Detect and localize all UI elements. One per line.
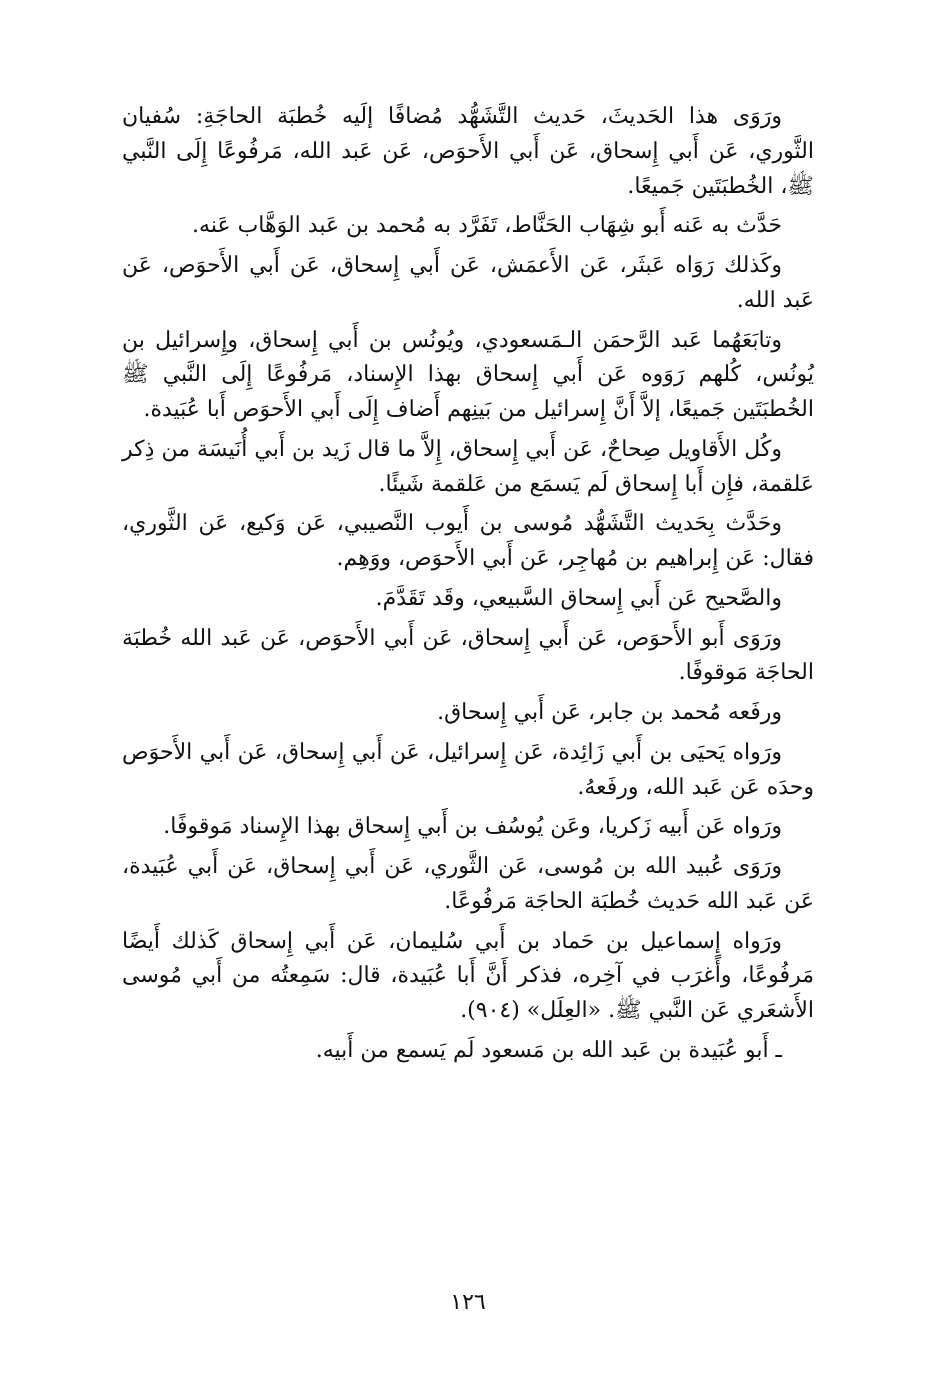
paragraph-8: ورَوَى أَبو الأَحوَص، عَن أَبي إِسحاق، عَن أَبي الأَحوَص، عَن عَبد الله خُطبَة الحاجَة مَوقوفًا.: [122, 625, 814, 686]
paragraph-4: وتابَعَهُما عَبد الرَّحمَن الـمَسعودي، ويُونُس بن أَبي إِسحاق، وإِسرائيل بن يُونُس، كُلهم رَوَوه عَن أَبي إِسحاق بهذا الإِسناد، مَرفُوعًا إِلَى النَّبي ﷺ الخُطبَتَين جَميعًا، إلاَّ أَنَّ إِسرائيل من بَينِهم أَضاف إِلَى أَبي الأَحوَص أَبا عُبَيدة.: [122, 327, 814, 422]
paragraph-12: ورَوَى عُبيد الله بن مُوسى، عَن الثَّوري، عَن أَبي إِسحاق، عَن أَبي عُبَيدة، عَن عَبد الله حَديث خُطبَة الحاجَة مَرفُوعًا.: [122, 854, 814, 914]
paragraph-1: ورَوَى هذا الحَديثَ، حَديث التَّشَهُّد مُضافًا إلَيه خُطبَة الحاجَةِ: سُفيان الثَّوري، عَن أَبي إِسحاق، عَن أَبي الأَحوَص، عَن عَبد الله، مَرفُوعًا إِلَى النَّبي ﷺ، الخُطبَتَين جَميعًا.: [122, 104, 814, 199]
paragraph-6: وحَدَّث بِحَديث التَّشَهُّد مُوسى بن أَيوب النَّصيبي، عَن وَكيع، عَن الثَّوري، فقال: عَن إِبراهيم بن مُهاجِر، عَن أَبي الأَحوَص، ووَهِم.: [122, 511, 814, 571]
footnote: ـ أَبو عُبَيدة بن عَبد الله بن مَسعود لَم يَسمع من أَبيه.: [315, 1037, 782, 1063]
paragraph-7: والصَّحيح عَن أَبي إِسحاق السَّبيعي، وقَد تَقَدَّمَ.: [375, 585, 782, 611]
paragraph-2: حَدَّث به عَنه أَبو شِهَاب الحَنَّاط، تَفَرَّد به مُحمد بن عَبد الوَهَّاب عَنه.: [192, 213, 782, 239]
paragraph-13: ورَواه إِسماعيل بن حَماد بن أَبي سُليمان، عَن أَبي إِسحاق كَذلك أَيضًا مَرفُوعًا، وأَغرَب في آخِره، فذكر أَنَّ أَبا عُبَيدة، قال: سَمِعتُه من أَبي مُوسى الأَشعَري عَن النَّبي ﷺ. «العِلَل» (٩٠٤).: [122, 928, 814, 1023]
paragraph-11: ورَواه عَن أَبيه زَكريا، وعَن يُوسُف بن أَبي إِسحاق بهذا الإِسناد مَوقوفًا.: [163, 814, 782, 840]
paragraph-10: ورَواه يَحيَى بن أَبي زَائِدة، عَن إِسرائيل، عَن أَبي إِسحاق، عَن أَبي الأَحوَص وحدَه عَن عَبد الله، ورفَعهُ.: [122, 739, 814, 800]
page-text: [122, 100, 814, 1074]
paragraph-9: ورفَعه مُحمد بن جابر، عَن أَبي إِسحاق.: [437, 700, 782, 725]
page-number: ١٢٦: [450, 1290, 486, 1315]
paragraph-3: وكَذلك رَوَاه عَبثَر، عَن الأَعمَش، عَن أَبي إِسحاق، عَن أَبي الأَحوَص، عَن عَبد الله.: [122, 253, 814, 313]
paragraph-5: وكُل الأَقاويل صِحاحٌ، عَن أَبي إِسحاق، إِلاَّ ما قال زَيد بن أَبي أُنَيسَة من ذِكر عَلقمة، فإِن أَبا إِسحاق لَم يَسمَع من عَلقمة شَيئًا.: [122, 436, 814, 497]
